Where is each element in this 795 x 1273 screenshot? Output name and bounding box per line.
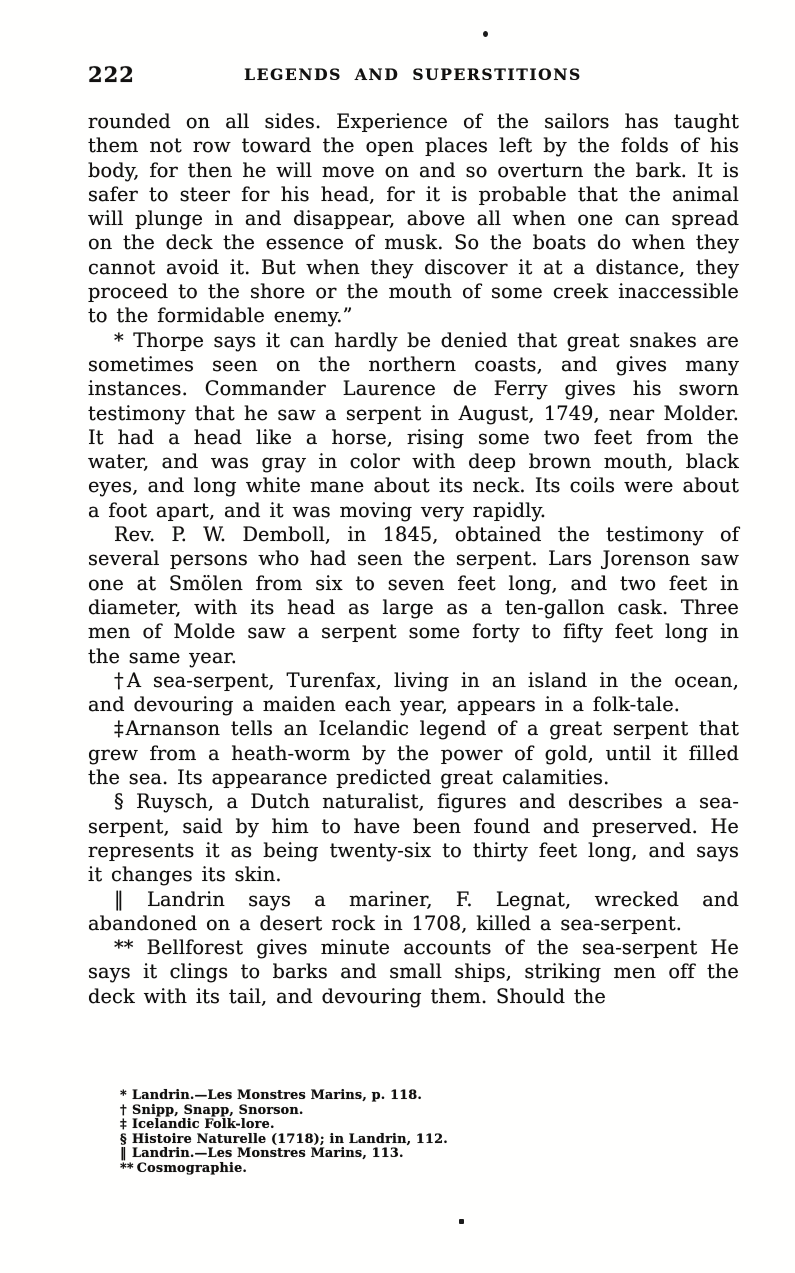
paragraph-landrin: ‖ Landrin says a mariner, F. Legnat, wrecked and abandoned on a desert rock in 1708, killed a sea-serpent. bbox=[88, 887, 739, 935]
footnote-marker: § bbox=[120, 1131, 127, 1147]
footnote bbox=[120, 1089, 720, 1104]
footnote bbox=[120, 1147, 720, 1162]
footnote-text: Histoire Naturelle (1718); in Landrin, 112. bbox=[132, 1131, 448, 1147]
footnote-text: Snipp, Snapp, Snorson. bbox=[132, 1102, 304, 1118]
footnote-marker: † bbox=[120, 1102, 127, 1118]
footnote bbox=[120, 1118, 720, 1133]
paragraph-continuation: rounded on all sides. Experience of the sailors has taught them not row toward the open places left by the folds of his body, for then he will move on and so overturn the bark. It is safer to steer for his head, for it is probable that the animal will plunge in and disappear, above all when one can spread on the deck the essence of musk. So the boats do when they cannot avoid it. But when they discover it at a distance, they proceed to the shore or the mouth of some creek inaccessible to the formidable enemy.” bbox=[88, 110, 739, 328]
running-head bbox=[88, 62, 738, 88]
footnote-text: Landrin.—Les Monstres Marins, p. 118. bbox=[132, 1088, 423, 1103]
footnote bbox=[120, 1133, 720, 1148]
footnote bbox=[120, 1104, 720, 1119]
paragraph-arnanson: ‡Arnanson tells an Icelandic legend of a great serpent that grew from a heath-worm by the power of gold, until it filled the sea. Its appearance predicted great calamities. bbox=[88, 717, 739, 790]
footnote-marker: ‖ bbox=[120, 1146, 127, 1162]
body-text bbox=[88, 110, 739, 1009]
footnote-text: Icelandic Folk-lore. bbox=[132, 1117, 275, 1133]
footnote-text: Landrin.—Les Monstres Marins, 113. bbox=[132, 1146, 404, 1162]
paragraph-ruysch: § Ruysch, a Dutch naturalist, figures and describes a sea-serpent, said by him to have been found and preserved. He represents it as being twenty-six to thirty feet long, and says it changes its skin. bbox=[88, 790, 739, 887]
footnote-text: Cosmographie. bbox=[136, 1160, 248, 1176]
footnote-marker: ‡ bbox=[120, 1117, 127, 1133]
paragraph-bellforest: ** Bellforest gives minute accounts of the sea-serpent He says it clings to barks and small ships, striking men off the deck with its tail, and devouring them. Should the bbox=[88, 936, 739, 1008]
paragraph-demboll: Rev. P. W. Demboll, in 1845, obtained the testimony of several persons who had seen the serpent. Lars Jorenson saw one at Smölen from six to seven feet long, and two feet in diameter, with its head as large as a ten-gallon cask. Three men of Molde saw a serpent some forty to fifty feet long in the same year. bbox=[88, 523, 739, 668]
footnotes-block bbox=[120, 1089, 720, 1177]
ink-speck-top bbox=[483, 31, 488, 37]
footnote-marker: * bbox=[120, 1088, 127, 1103]
paragraph-turenfax: †A sea-serpent, Turenfax, living in an island in the ocean, and devouring a maiden each year, appears in a folk-tale. bbox=[88, 668, 739, 717]
ink-speck-bottom bbox=[459, 1219, 464, 1224]
running-title: LEGENDS AND SUPERSTITIONS bbox=[244, 65, 582, 84]
paragraph-thorpe: * Thorpe says it can hardly be denied that great snakes are sometimes seen on the northern coasts, and gives many instances. Commander Laurence de Ferry gives his sworn testimony that he saw a serpent in August, 1749, near Molder. It had a head like a horse, rising some two feet from the water, and was gray in color with deep brown mouth, black eyes, and long white mane about its neck. Its coils were about a foot apart, and it was moving very rapidly. bbox=[88, 328, 739, 522]
footnote-marker: ** bbox=[120, 1160, 134, 1176]
footnote bbox=[120, 1162, 720, 1177]
page-number: 222 bbox=[88, 62, 135, 87]
